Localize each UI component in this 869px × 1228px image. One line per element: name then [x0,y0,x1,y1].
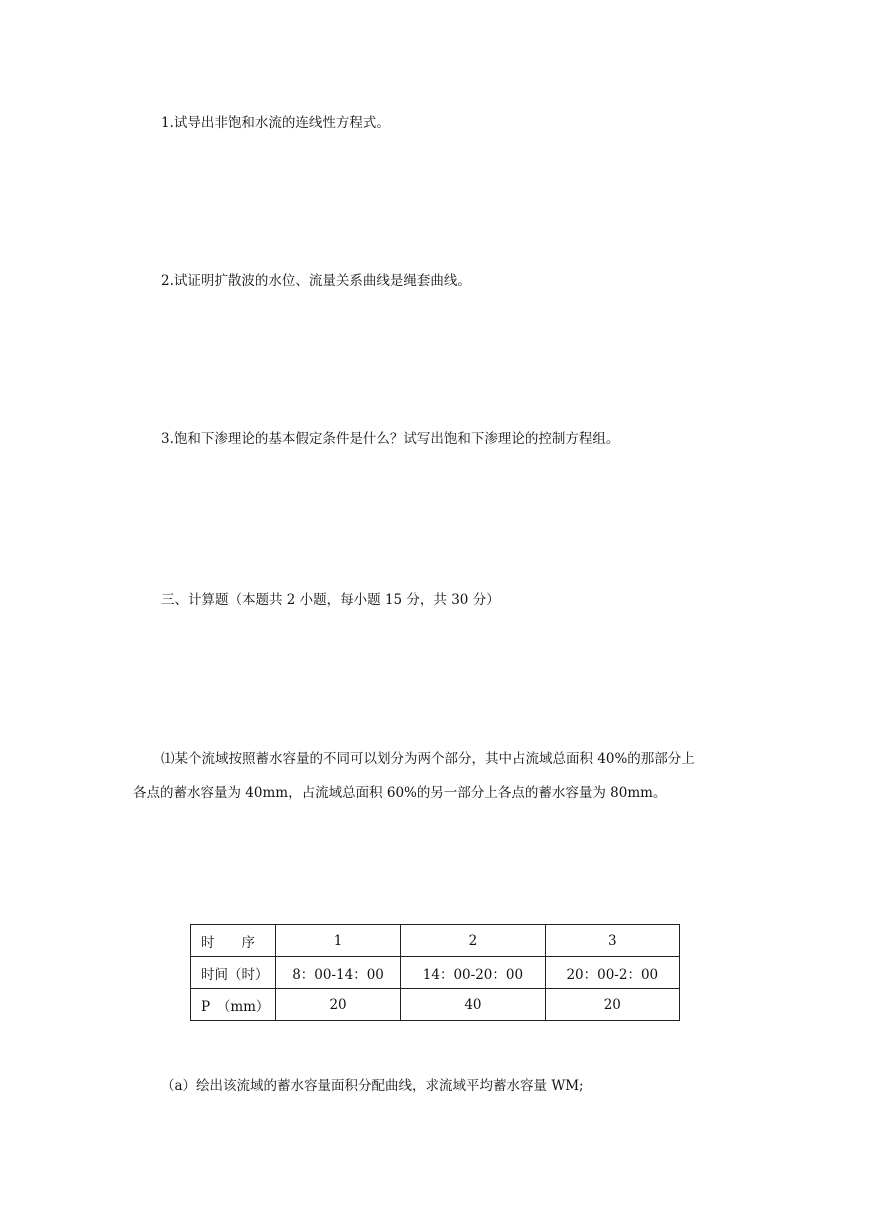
table-cell: 2 [401,925,545,957]
problem-1-line-2: 各点的蓄水容量为 40mm，占流域总面积 60%的另一部分上各点的蓄水容量为 80mm。 [133,785,667,801]
table-row [191,925,680,957]
table-cell: 14：00-20：00 [401,957,545,989]
table-row-header: 时间（时） [191,957,276,989]
question-3: 3.饱和下渗理论的基本假定条件是什么？试写出饱和下渗理论的控制方程组。 [161,431,620,447]
table-cell: 8：00-14：00 [275,957,400,989]
table-row-header: P （mm） [191,989,276,1021]
table-row [191,957,680,989]
section-3-title: 三、计算题（本题共 2 小题，每小题 15 分，共 30 分） [161,592,500,608]
rainfall-table [190,924,680,1021]
table-cell: 20 [275,989,400,1021]
table-cell: 3 [545,925,679,957]
question-2: 2.试证明扩散波的水位、流量关系曲线是绳套曲线。 [161,273,471,289]
part-a: （a）绘出该流域的蓄水容量面积分配曲线，求流域平均蓄水容量 WM; [161,1078,584,1094]
question-1: 1.试导出非饱和水流的连线性方程式。 [161,115,390,131]
problem-1-line-1: ⑴某个流域按照蓄水容量的不同可以划分为两个部分，其中占流域总面积 40%的那部分上 [161,751,695,767]
table-row-header: 时 序 [191,925,276,957]
table-cell: 1 [275,925,400,957]
table-cell: 20：00-2：00 [545,957,679,989]
table-cell: 40 [401,989,545,1021]
table-row [191,989,680,1021]
table-cell: 20 [545,989,679,1021]
